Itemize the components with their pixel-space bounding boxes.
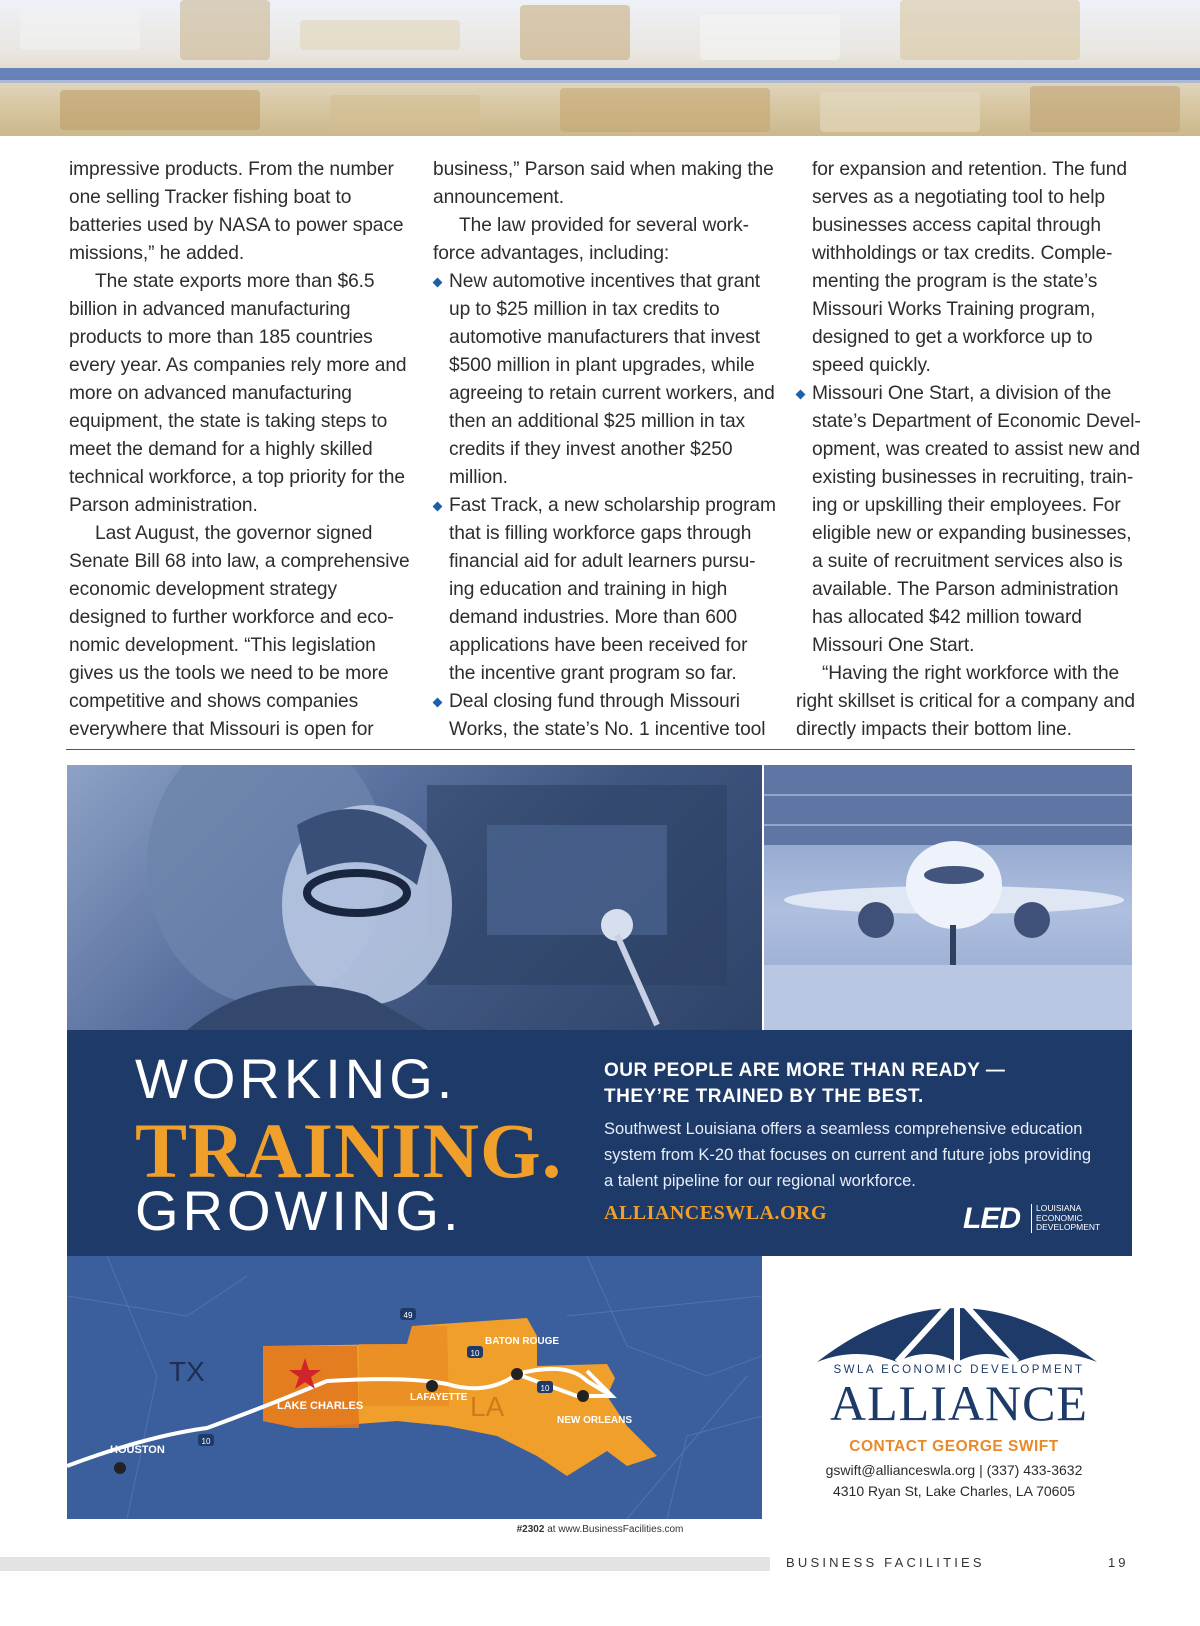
article-paragraph: The state exports more than $6.5 billion in advanced manufacturing products to more than 185 countries every year. As companies rely more and more on advanced manufacturing equipment, the state is taking steps to meet the demand for a highly skilled technical workforce, a top priority for the Parson administration. — [69, 271, 407, 516]
ad-website-link[interactable]: ALLIANCESWLA.ORG — [604, 1202, 828, 1224]
ad-word-training: TRAINING. — [135, 1107, 563, 1194]
advertisement[interactable] — [67, 765, 1132, 1519]
alliance-logo-wordmark: ALLIANCE — [830, 1375, 1088, 1431]
map-city-baton-rouge: BATON ROUGE — [485, 1336, 560, 1347]
interstate-10-label: 10 — [540, 1384, 550, 1393]
contact-name: CONTACT GEORGE SWIFT — [849, 1438, 1059, 1455]
diamond-bullet-icon — [796, 390, 806, 400]
interstate-10-label: 10 — [201, 1437, 211, 1446]
contact-panel — [764, 1256, 1132, 1519]
interstate-10-label: 10 — [470, 1349, 480, 1358]
diamond-bullet-icon — [433, 278, 443, 288]
led-logo — [963, 1202, 1101, 1236]
header-banner-image — [0, 0, 1200, 136]
article-column-2 — [433, 156, 778, 744]
led-logo-text: LOUISIANA ECONOMIC DEVELOPMENT — [1031, 1204, 1126, 1233]
article-paragraph: Last August, the governor signed Senate Bill 68 into law, a comprehensive economic development strategy designed to further workforce and eco-nomic development. “This legislation gives us the tools we need to be more competitive and shows companies everywhere that Missouri is open for — [69, 523, 410, 740]
ad-message-band — [67, 1030, 1132, 1256]
interstate-49-label: 49 — [403, 1311, 413, 1320]
bullet-item: New automotive incentives that grant up to $25 million in tax credits to automotive manufacturers that invest $500 million in plant upgrades, while agreeing to retain current workers, and then an additional $25 million in tax credits if they invest another $250 million. — [433, 268, 778, 492]
article-paragraph: impressive products. From the number one selling Tracker fishing boat to batteries used by NASA to power space missions,” he added. — [69, 159, 404, 264]
bullet-item: Deal closing fund through Missouri Works, the state’s No. 1 incentive tool — [433, 688, 778, 744]
map-city-lake-charles: LAKE CHARLES — [277, 1400, 364, 1412]
workers-photo — [67, 765, 762, 1030]
ad-reference-code[interactable]: #2302 at www.BusinessFacilities.com — [516, 1524, 684, 1535]
footer-magazine-name: BUSINESS FACILITIES — [786, 1555, 985, 1570]
ad-headline: OUR PEOPLE ARE MORE THAN READY — THEY’RE TRAINED BY THE BEST. — [604, 1060, 1006, 1107]
airplane-hangar-photo — [764, 765, 1132, 1030]
article-paragraph: business,” Parson said when making the announcement. — [433, 159, 774, 208]
diamond-bullet-icon — [433, 502, 443, 512]
alliance-logo-subtitle: SWLA ECONOMIC DEVELOPMENT — [833, 1364, 1085, 1376]
region-map — [67, 1256, 762, 1519]
ad-word-growing: GROWING. — [135, 1179, 463, 1242]
ad-word-working: WORKING. — [135, 1047, 457, 1110]
divider — [66, 749, 1135, 750]
contact-address: 4310 Ryan St, Lake Charles, LA 70605 — [832, 1483, 1076, 1499]
article-paragraph: for expansion and retention. The fund serves as a negotiating tool to help businesses access capital through withholdings or tax credits. Comple-menting the program is the state’s Missouri Works Training program, designed to get a workforce up to speed quickly. — [812, 159, 1127, 376]
header-stripe — [0, 68, 1200, 80]
bullet-list — [796, 380, 1141, 660]
footer-bar — [0, 1557, 770, 1571]
bullet-list — [433, 268, 778, 744]
map-label-tx: TX — [169, 1356, 205, 1387]
bullet-item: Fast Track, a new scholarship program that is filling workforce gaps through financial aid for adult learners pursu-ing education and training in high demand industries. More than 600 applications have been received for the incentive grant program so far. — [433, 492, 778, 688]
page-number: 19 — [1108, 1555, 1129, 1570]
umbrella-logo-icon — [812, 1294, 1102, 1366]
map-label-la: LA — [470, 1391, 505, 1422]
article-paragraph: The law provided for several work-force advantages, including: — [433, 215, 749, 264]
map-city-new-orleans: NEW ORLEANS — [557, 1415, 632, 1426]
led-logo-mark: LED — [963, 1202, 1020, 1235]
article-column-3 — [796, 156, 1141, 744]
map-city-lafayette: LAFAYETTE — [410, 1392, 468, 1403]
contact-email-phone[interactable]: gswift@allianceswla.org | (337) 433-3632 — [825, 1462, 1083, 1478]
map-city-houston: HOUSTON — [110, 1444, 165, 1456]
article-column-1 — [69, 156, 414, 744]
ad-body-copy: Southwest Louisiana offers a seamless comprehensive education system from K-20 that focuses on current and future jobs providing a talent pipeline for our regional workforce. — [604, 1120, 1091, 1190]
bullet-item: Missouri One Start, a division of the state’s Department of Economic Devel-opment, was created to assist new and existing businesses in recruiting, train-ing or upskilling their employees. For eligible new or expanding businesses, a suite of recruitment services also is available. The Parson administration has allocated $42 million toward Missouri One Start. — [796, 380, 1141, 660]
diamond-bullet-icon — [433, 698, 443, 708]
article-paragraph: “Having the right workforce with the right skillset is critical for a company and directly impacts their bottom line. — [796, 663, 1135, 740]
